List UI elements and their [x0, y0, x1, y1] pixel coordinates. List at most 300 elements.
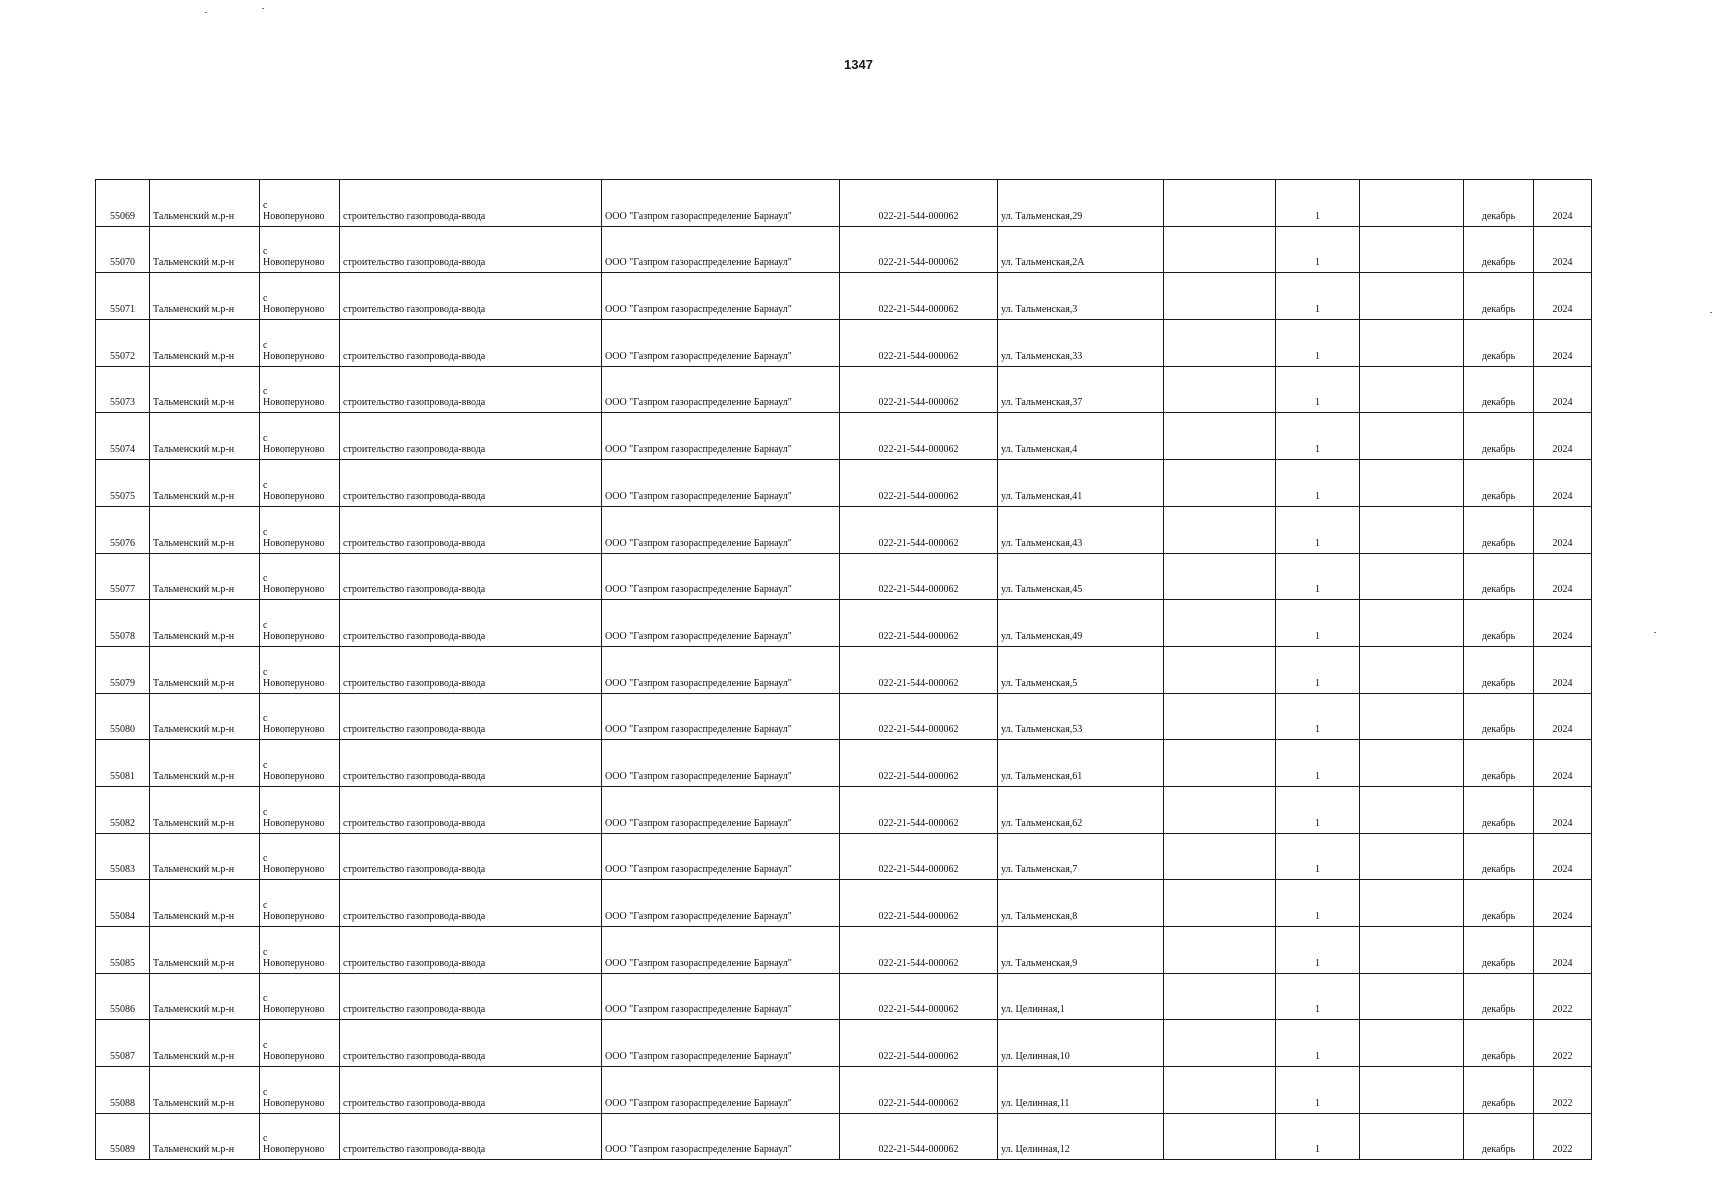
settlement-name: Новоперуново — [263, 1051, 325, 1063]
row-number: 55071 — [96, 273, 150, 320]
district-cell: Тальменский м.р-н — [150, 273, 260, 320]
quantity-cell: 1 — [1276, 1020, 1360, 1067]
address-cell: ул. Тальменская,2А — [998, 226, 1164, 273]
row-number: 55069 — [96, 180, 150, 227]
month-cell: декабрь — [1464, 740, 1534, 787]
organization-cell: ООО "Газпром газораспределение Барнаул" — [602, 973, 840, 1020]
work-type-cell: строительство газопровода-ввода — [340, 740, 602, 787]
year-cell: 2022 — [1534, 973, 1592, 1020]
month-cell: декабрь — [1464, 366, 1534, 413]
address-cell: ул. Тальменская,29 — [998, 180, 1164, 227]
settlement-type: с — [263, 199, 268, 211]
organization-cell: ООО "Газпром газораспределение Барнаул" — [602, 833, 840, 880]
settlement-name: Новоперуново — [263, 911, 325, 922]
month-cell: декабрь — [1464, 973, 1534, 1020]
organization-cell: ООО "Газпром газораспределение Барнаул" — [602, 1020, 840, 1067]
row-number: 55070 — [96, 226, 150, 273]
code-cell: 022-21-544-000062 — [840, 553, 998, 600]
month-cell: декабрь — [1464, 273, 1534, 320]
quantity-cell: 1 — [1276, 1067, 1360, 1114]
code-cell: 022-21-544-000062 — [840, 366, 998, 413]
organization-cell: ООО "Газпром газораспределение Барнаул" — [602, 600, 840, 647]
note-cell — [1360, 506, 1464, 553]
year-cell: 2024 — [1534, 226, 1592, 273]
quantity-cell: 1 — [1276, 740, 1360, 787]
organization-cell: ООО "Газпром газораспределение Барнаул" — [602, 366, 840, 413]
row-number: 55082 — [96, 786, 150, 833]
settlement-type: с — [263, 526, 268, 538]
extra-cell — [1164, 413, 1276, 460]
organization-cell: ООО "Газпром газораспределение Барнаул" — [602, 880, 840, 927]
settlement-type: с — [263, 1133, 268, 1145]
settlement-type: с — [263, 479, 268, 491]
quantity-cell: 1 — [1276, 180, 1360, 227]
row-number: 55074 — [96, 413, 150, 460]
settlement-cell — [260, 320, 340, 367]
district-cell: Тальменский м.р-н — [150, 927, 260, 974]
quantity-cell: 1 — [1276, 320, 1360, 367]
district-cell: Тальменский м.р-н — [150, 1067, 260, 1114]
organization-cell: ООО "Газпром газораспределение Барнаул" — [602, 646, 840, 693]
table-row — [96, 1020, 1592, 1067]
table-row — [96, 180, 1592, 227]
settlement-cell — [260, 973, 340, 1020]
extra-cell — [1164, 880, 1276, 927]
work-type-cell: строительство газопровода-ввода — [340, 927, 602, 974]
quantity-cell: 1 — [1276, 273, 1360, 320]
code-cell: 022-21-544-000062 — [840, 833, 998, 880]
settlement-name: Новоперуново — [263, 304, 325, 316]
address-cell: ул. Тальменская,5 — [998, 646, 1164, 693]
settlement-cell — [260, 506, 340, 553]
settlement-cell — [260, 226, 340, 273]
scan-speck — [1654, 632, 1656, 633]
month-cell: декабрь — [1464, 180, 1534, 227]
month-cell: декабрь — [1464, 460, 1534, 507]
code-cell: 022-21-544-000062 — [840, 973, 998, 1020]
extra-cell — [1164, 460, 1276, 507]
row-number: 55088 — [96, 1067, 150, 1114]
register-body — [96, 180, 1592, 1160]
row-number: 55089 — [96, 1113, 150, 1160]
note-cell — [1360, 693, 1464, 740]
district-cell: Тальменский м.р-н — [150, 786, 260, 833]
note-cell — [1360, 1067, 1464, 1114]
code-cell: 022-21-544-000062 — [840, 226, 998, 273]
district-cell: Тальменский м.р-н — [150, 506, 260, 553]
code-cell: 022-21-544-000062 — [840, 273, 998, 320]
year-cell: 2024 — [1534, 833, 1592, 880]
address-cell: ул. Тальменская,43 — [998, 506, 1164, 553]
address-cell: ул. Тальменская,41 — [998, 460, 1164, 507]
district-cell: Тальменский м.р-н — [150, 693, 260, 740]
row-number: 55083 — [96, 833, 150, 880]
month-cell: декабрь — [1464, 553, 1534, 600]
district-cell: Тальменский м.р-н — [150, 973, 260, 1020]
page-number: 1347 — [844, 57, 873, 72]
organization-cell: ООО "Газпром газораспределение Барнаул" — [602, 786, 840, 833]
register-table — [95, 179, 1592, 1160]
year-cell: 2024 — [1534, 506, 1592, 553]
year-cell: 2024 — [1534, 646, 1592, 693]
settlement-name: Новоперуново — [263, 724, 325, 736]
settlement-type: с — [263, 339, 268, 351]
code-cell: 022-21-544-000062 — [840, 880, 998, 927]
organization-cell: ООО "Газпром газораспределение Барнаул" — [602, 413, 840, 460]
month-cell: декабрь — [1464, 1113, 1534, 1160]
row-number: 55080 — [96, 693, 150, 740]
settlement-cell — [260, 366, 340, 413]
quantity-cell: 1 — [1276, 927, 1360, 974]
note-cell — [1360, 226, 1464, 273]
district-cell: Тальменский м.р-н — [150, 366, 260, 413]
organization-cell: ООО "Газпром газораспределение Барнаул" — [602, 1113, 840, 1160]
row-number: 55075 — [96, 460, 150, 507]
quantity-cell: 1 — [1276, 413, 1360, 460]
code-cell: 022-21-544-000062 — [840, 646, 998, 693]
settlement-cell — [260, 413, 340, 460]
code-cell: 022-21-544-000062 — [840, 740, 998, 787]
district-cell: Тальменский м.р-н — [150, 1113, 260, 1160]
extra-cell — [1164, 1113, 1276, 1160]
year-cell: 2022 — [1534, 1067, 1592, 1114]
row-number: 55085 — [96, 927, 150, 974]
table-row — [96, 506, 1592, 553]
note-cell — [1360, 180, 1464, 227]
month-cell: декабрь — [1464, 1020, 1534, 1067]
note-cell — [1360, 460, 1464, 507]
district-cell: Тальменский м.р-н — [150, 320, 260, 367]
table-row — [96, 600, 1592, 647]
quantity-cell: 1 — [1276, 693, 1360, 740]
note-cell — [1360, 973, 1464, 1020]
settlement-name: Новоперуново — [263, 677, 325, 689]
extra-cell — [1164, 273, 1276, 320]
settlement-cell — [260, 693, 340, 740]
code-cell: 022-21-544-000062 — [840, 1067, 998, 1114]
row-number: 55072 — [96, 320, 150, 367]
extra-cell — [1164, 786, 1276, 833]
year-cell: 2024 — [1534, 927, 1592, 974]
row-number: 55077 — [96, 553, 150, 600]
settlement-cell — [260, 786, 340, 833]
month-cell: декабрь — [1464, 320, 1534, 367]
table-row — [96, 320, 1592, 367]
address-cell: ул. Тальменская,53 — [998, 693, 1164, 740]
settlement-name: Новоперуново — [263, 397, 325, 409]
address-cell: ул. Тальменская,37 — [998, 366, 1164, 413]
address-cell: ул. Целинная,12 — [998, 1113, 1164, 1160]
work-type-cell: строительство газопровода-ввода — [340, 1067, 602, 1114]
table-row — [96, 646, 1592, 693]
extra-cell — [1164, 366, 1276, 413]
settlement-type: с — [263, 619, 268, 631]
organization-cell: ООО "Газпром газораспределение Барнаул" — [602, 693, 840, 740]
row-number: 55076 — [96, 506, 150, 553]
organization-cell: ООО "Газпром газораспределение Барнаул" — [602, 320, 840, 367]
table-row — [96, 740, 1592, 787]
year-cell: 2024 — [1534, 740, 1592, 787]
settlement-name: Новоперуново — [263, 1004, 325, 1016]
note-cell — [1360, 927, 1464, 974]
note-cell — [1360, 553, 1464, 600]
table-row — [96, 786, 1592, 833]
settlement-cell — [260, 740, 340, 787]
settlement-type: с — [263, 1040, 268, 1052]
settlement-type: с — [263, 713, 268, 725]
code-cell: 022-21-544-000062 — [840, 693, 998, 740]
settlement-cell — [260, 273, 340, 320]
settlement-name: Новоперуново — [263, 537, 325, 549]
scan-speck — [262, 8, 264, 9]
settlement-type: с — [263, 666, 268, 678]
quantity-cell: 1 — [1276, 600, 1360, 647]
table-row — [96, 973, 1592, 1020]
year-cell: 2022 — [1534, 1113, 1592, 1160]
organization-cell: ООО "Газпром газораспределение Барнаул" — [602, 460, 840, 507]
extra-cell — [1164, 693, 1276, 740]
settlement-type: с — [263, 946, 268, 958]
code-cell: 022-21-544-000062 — [840, 320, 998, 367]
year-cell: 2024 — [1534, 600, 1592, 647]
quantity-cell: 1 — [1276, 226, 1360, 273]
code-cell: 022-21-544-000062 — [840, 1020, 998, 1067]
work-type-cell: строительство газопровода-ввода — [340, 880, 602, 927]
address-cell: ул. Тальменская,4 — [998, 413, 1164, 460]
note-cell — [1360, 320, 1464, 367]
address-cell: ул. Тальменская,61 — [998, 740, 1164, 787]
extra-cell — [1164, 180, 1276, 227]
row-number: 55078 — [96, 600, 150, 647]
settlement-name: Новоперуново — [263, 864, 325, 876]
settlement-cell — [260, 927, 340, 974]
row-number: 55073 — [96, 366, 150, 413]
note-cell — [1360, 1113, 1464, 1160]
note-cell — [1360, 1020, 1464, 1067]
extra-cell — [1164, 973, 1276, 1020]
note-cell — [1360, 413, 1464, 460]
settlement-name: Новоперуново — [263, 257, 325, 269]
work-type-cell: строительство газопровода-ввода — [340, 786, 602, 833]
district-cell: Тальменский м.р-н — [150, 646, 260, 693]
year-cell: 2024 — [1534, 180, 1592, 227]
quantity-cell: 1 — [1276, 833, 1360, 880]
year-cell: 2024 — [1534, 553, 1592, 600]
address-cell: ул. Целинная,11 — [998, 1067, 1164, 1114]
work-type-cell: строительство газопровода-ввода — [340, 646, 602, 693]
settlement-cell — [260, 600, 340, 647]
row-number: 55081 — [96, 740, 150, 787]
table-row — [96, 1067, 1592, 1114]
settlement-type: с — [263, 386, 268, 398]
settlement-name: Новоперуново — [263, 770, 325, 782]
month-cell: декабрь — [1464, 226, 1534, 273]
extra-cell — [1164, 1020, 1276, 1067]
work-type-cell: строительство газопровода-ввода — [340, 553, 602, 600]
year-cell: 2024 — [1534, 460, 1592, 507]
code-cell: 022-21-544-000062 — [840, 180, 998, 227]
table-row — [96, 927, 1592, 974]
note-cell — [1360, 646, 1464, 693]
settlement-name: Новоперуново — [263, 817, 325, 829]
work-type-cell: строительство газопровода-ввода — [340, 226, 602, 273]
note-cell — [1360, 833, 1464, 880]
work-type-cell: строительство газопровода-ввода — [340, 320, 602, 367]
month-cell: декабрь — [1464, 646, 1534, 693]
table-row — [96, 833, 1592, 880]
quantity-cell: 1 — [1276, 973, 1360, 1020]
work-type-cell: строительство газопровода-ввода — [340, 600, 602, 647]
settlement-type: с — [263, 433, 268, 445]
settlement-type: с — [263, 759, 268, 771]
settlement-name: Новоперуново — [263, 630, 325, 642]
row-number: 55087 — [96, 1020, 150, 1067]
settlement-cell — [260, 646, 340, 693]
settlement-type: с — [263, 246, 268, 258]
extra-cell — [1164, 927, 1276, 974]
month-cell: декабрь — [1464, 786, 1534, 833]
code-cell: 022-21-544-000062 — [840, 413, 998, 460]
settlement-cell — [260, 1020, 340, 1067]
work-type-cell: строительство газопровода-ввода — [340, 973, 602, 1020]
row-number: 55084 — [96, 880, 150, 927]
district-cell: Тальменский м.р-н — [150, 180, 260, 227]
settlement-cell — [260, 553, 340, 600]
quantity-cell: 1 — [1276, 1113, 1360, 1160]
address-cell: ул. Тальменская,45 — [998, 553, 1164, 600]
month-cell: декабрь — [1464, 833, 1534, 880]
year-cell: 2024 — [1534, 320, 1592, 367]
row-number: 55086 — [96, 973, 150, 1020]
work-type-cell: строительство газопровода-ввода — [340, 506, 602, 553]
quantity-cell: 1 — [1276, 880, 1360, 927]
code-cell: 022-21-544-000062 — [840, 927, 998, 974]
table-row — [96, 553, 1592, 600]
district-cell: Тальменский м.р-н — [150, 413, 260, 460]
work-type-cell: строительство газопровода-ввода — [340, 833, 602, 880]
settlement-type: с — [263, 900, 268, 911]
work-type-cell: строительство газопровода-ввода — [340, 180, 602, 227]
district-cell: Тальменский м.р-н — [150, 833, 260, 880]
table-row — [96, 413, 1592, 460]
address-cell: ул. Тальменская,49 — [998, 600, 1164, 647]
organization-cell: ООО "Газпром газораспределение Барнаул" — [602, 740, 840, 787]
quantity-cell: 1 — [1276, 786, 1360, 833]
year-cell: 2024 — [1534, 366, 1592, 413]
extra-cell — [1164, 740, 1276, 787]
work-type-cell: строительство газопровода-ввода — [340, 693, 602, 740]
organization-cell: ООО "Газпром газораспределение Барнаул" — [602, 226, 840, 273]
settlement-name: Новоперуново — [263, 584, 325, 596]
code-cell: 022-21-544-000062 — [840, 600, 998, 647]
quantity-cell: 1 — [1276, 553, 1360, 600]
address-cell: ул. Тальменская,33 — [998, 320, 1164, 367]
month-cell: декабрь — [1464, 1067, 1534, 1114]
year-cell: 2022 — [1534, 1020, 1592, 1067]
address-cell: ул. Тальменская,3 — [998, 273, 1164, 320]
settlement-cell — [260, 460, 340, 507]
year-cell: 2024 — [1534, 786, 1592, 833]
row-number: 55079 — [96, 646, 150, 693]
district-cell: Тальменский м.р-н — [150, 880, 260, 927]
organization-cell: ООО "Газпром газораспределение Барнаул" — [602, 1067, 840, 1114]
month-cell: декабрь — [1464, 880, 1534, 927]
extra-cell — [1164, 226, 1276, 273]
settlement-type: с — [263, 993, 268, 1005]
note-cell — [1360, 740, 1464, 787]
year-cell: 2024 — [1534, 880, 1592, 927]
settlement-type: с — [263, 1086, 268, 1098]
code-cell: 022-21-544-000062 — [840, 506, 998, 553]
extra-cell — [1164, 1067, 1276, 1114]
extra-cell — [1164, 320, 1276, 367]
district-cell: Тальменский м.р-н — [150, 740, 260, 787]
organization-cell: ООО "Газпром газораспределение Барнаул" — [602, 506, 840, 553]
organization-cell: ООО "Газпром газораспределение Барнаул" — [602, 273, 840, 320]
note-cell — [1360, 273, 1464, 320]
work-type-cell: строительство газопровода-ввода — [340, 366, 602, 413]
year-cell: 2024 — [1534, 693, 1592, 740]
district-cell: Тальменский м.р-н — [150, 1020, 260, 1067]
work-type-cell: строительство газопровода-ввода — [340, 1113, 602, 1160]
quantity-cell: 1 — [1276, 460, 1360, 507]
district-cell: Тальменский м.р-н — [150, 600, 260, 647]
code-cell: 022-21-544-000062 — [840, 786, 998, 833]
organization-cell: ООО "Газпром газораспределение Барнаул" — [602, 553, 840, 600]
settlement-name: Новоперуново — [263, 1097, 325, 1109]
table-row — [96, 460, 1592, 507]
organization-cell: ООО "Газпром газораспределение Барнаул" — [602, 180, 840, 227]
extra-cell — [1164, 506, 1276, 553]
settlement-type: с — [263, 806, 268, 818]
month-cell: декабрь — [1464, 600, 1534, 647]
quantity-cell: 1 — [1276, 506, 1360, 553]
table-row — [96, 366, 1592, 413]
work-type-cell: строительство газопровода-ввода — [340, 460, 602, 507]
scan-speck — [205, 12, 207, 13]
month-cell: декабрь — [1464, 927, 1534, 974]
settlement-name: Новоперуново — [263, 957, 325, 969]
settlement-name: Новоперуново — [263, 444, 325, 456]
table-row — [96, 226, 1592, 273]
scan-speck — [1710, 312, 1712, 313]
settlement-cell — [260, 180, 340, 227]
month-cell: декабрь — [1464, 413, 1534, 460]
settlement-type: с — [263, 573, 268, 585]
code-cell: 022-21-544-000062 — [840, 460, 998, 507]
note-cell — [1360, 600, 1464, 647]
district-cell: Тальменский м.р-н — [150, 553, 260, 600]
settlement-cell — [260, 833, 340, 880]
district-cell: Тальменский м.р-н — [150, 460, 260, 507]
month-cell: декабрь — [1464, 506, 1534, 553]
table-row — [96, 693, 1592, 740]
extra-cell — [1164, 833, 1276, 880]
settlement-cell — [260, 1113, 340, 1160]
organization-cell: ООО "Газпром газораспределение Барнаул" — [602, 927, 840, 974]
address-cell: ул. Целинная,1 — [998, 973, 1164, 1020]
month-cell: декабрь — [1464, 693, 1534, 740]
extra-cell — [1164, 553, 1276, 600]
address-cell: ул. Тальменская,8 — [998, 880, 1164, 927]
extra-cell — [1164, 646, 1276, 693]
district-cell: Тальменский м.р-н — [150, 226, 260, 273]
quantity-cell: 1 — [1276, 366, 1360, 413]
extra-cell — [1164, 600, 1276, 647]
address-cell: ул. Тальменская,7 — [998, 833, 1164, 880]
year-cell: 2024 — [1534, 413, 1592, 460]
settlement-name: Новоперуново — [263, 1144, 325, 1156]
